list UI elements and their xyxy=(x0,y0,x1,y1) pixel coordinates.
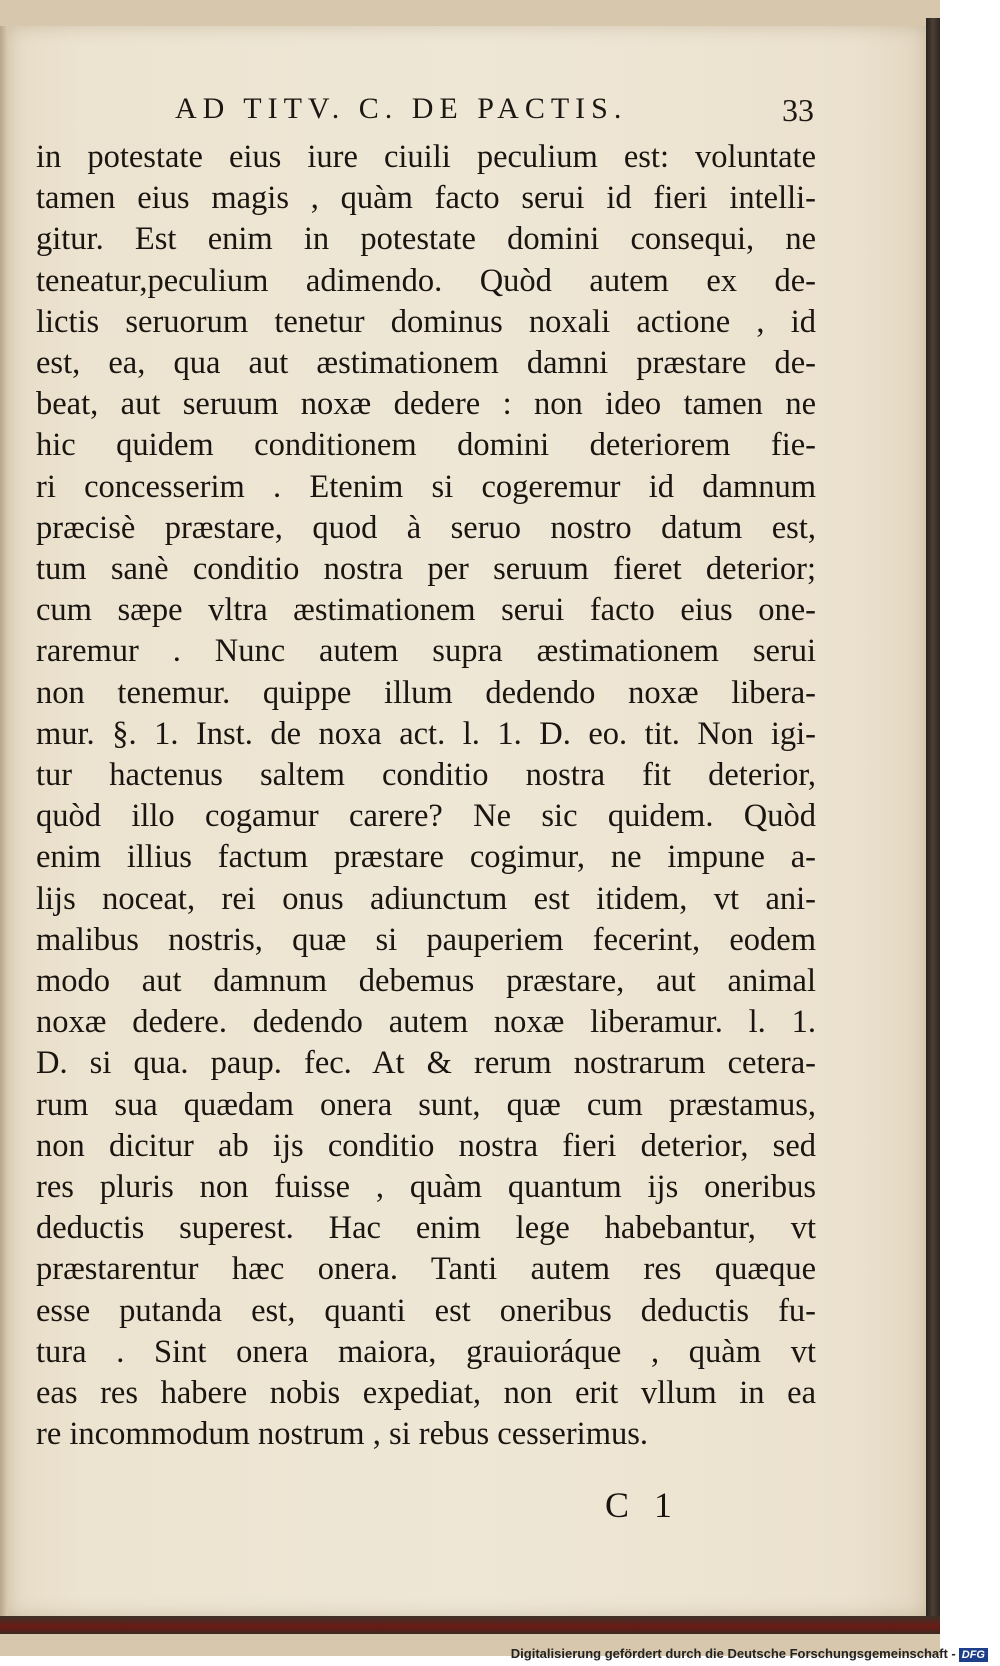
text-line: res pluris non fuisse , quàm quantum ijs oneribus xyxy=(36,1169,816,1206)
page-edge-right xyxy=(926,18,940,1618)
text-line: tur hactenus saltem conditio nostra fit deterior, xyxy=(36,757,816,794)
text-line: tum sanè conditio nostra per seruum fieret deterior; xyxy=(36,551,816,588)
text-line: hic quidem conditionem domini deteriorem fie- xyxy=(36,427,816,464)
text-line: cum sæpe vltra æstimationem serui facto eius one- xyxy=(36,592,816,629)
catchword: C 1 xyxy=(605,1485,681,1525)
text-line: modo aut damnum debemus præstare, aut animal xyxy=(36,963,816,1000)
text-line: præcisè præstare, quod à seruo nostro datum est, xyxy=(36,509,816,546)
text-line: in potestate eius iure ciuili peculium est: voluntate xyxy=(36,139,816,175)
text-line: tamen eius magis , quàm facto serui id fieri intelli- xyxy=(36,180,816,217)
text-line: lijs noceat, rei onus adiunctum est itidem, vt ani- xyxy=(36,880,816,917)
text-line: mur. §. 1. Inst. de noxa act. l. 1. D. eo. tit. Non igi- xyxy=(36,715,816,752)
text-line: malibus nostris, quæ si pauperiem fecerint, eodem xyxy=(36,921,816,958)
text-line: est, ea, qua aut æstimationem damni præstare de- xyxy=(36,345,816,382)
text-line: re incommodum nostrum , si rebus cesserimus. xyxy=(36,1416,648,1453)
text-line: noxæ dedere. dedendo autem noxæ liberamur. l. 1. xyxy=(36,1004,816,1041)
text-line: teneatur,peculium adimendo. Quòd autem ex de- xyxy=(36,262,816,299)
digitization-credit xyxy=(511,1646,988,1662)
credit-text: Digitalisierung gefördert durch die Deutsche Forschungsgemeinschaft - xyxy=(510,1646,956,1661)
text-line: beat, aut seruum noxæ dedere : non ideo tamen ne xyxy=(36,386,816,423)
running-head: AD TITV. C. DE PACTIS. xyxy=(175,92,628,125)
text-line: quòd illo cogamur carere? Ne sic quidem. Quòd xyxy=(36,798,816,835)
text-line: gitur. Est enim in potestate domini consequi, ne xyxy=(36,221,816,258)
dfg-logo: DFG xyxy=(959,1648,988,1662)
text-line: non dicitur ab ijs conditio nostra fieri deterior, sed xyxy=(36,1127,816,1164)
text-line: ri concesserim . Etenim si cogeremur id damnum xyxy=(36,468,816,505)
page-edge-left xyxy=(0,26,8,1616)
text-line: rum sua quædam onera sunt, quæ cum præstamus, xyxy=(36,1086,816,1123)
body-text xyxy=(36,137,816,1456)
text-line: raremur . Nunc autem supra æstimationem serui xyxy=(36,633,816,670)
text-line: lictis seruorum tenetur dominus noxali actione , id xyxy=(36,303,816,340)
text-line: tura . Sint onera maiora, grauioráque , quàm vt xyxy=(36,1333,816,1370)
text-line: deductis superest. Hac enim lege habebantur, vt xyxy=(36,1210,816,1247)
text-line: enim illius factum præstare cogimur, ne impune a- xyxy=(36,839,816,876)
text-line: præstarentur hæc onera. Tanti autem res quæque xyxy=(36,1251,816,1288)
page-number: 33 xyxy=(782,92,814,128)
text-line: non tenemur. quippe illum dedendo noxæ libera- xyxy=(36,674,816,711)
text-line: D. si qua. paup. fec. At & rerum nostrarum cetera- xyxy=(36,1045,816,1082)
text-line: esse putanda est, quanti est oneribus deductis fu- xyxy=(36,1292,816,1329)
text-line: eas res habere nobis expediat, non erit vllum in ea xyxy=(36,1375,816,1412)
page-edge-bottom xyxy=(0,1616,940,1634)
